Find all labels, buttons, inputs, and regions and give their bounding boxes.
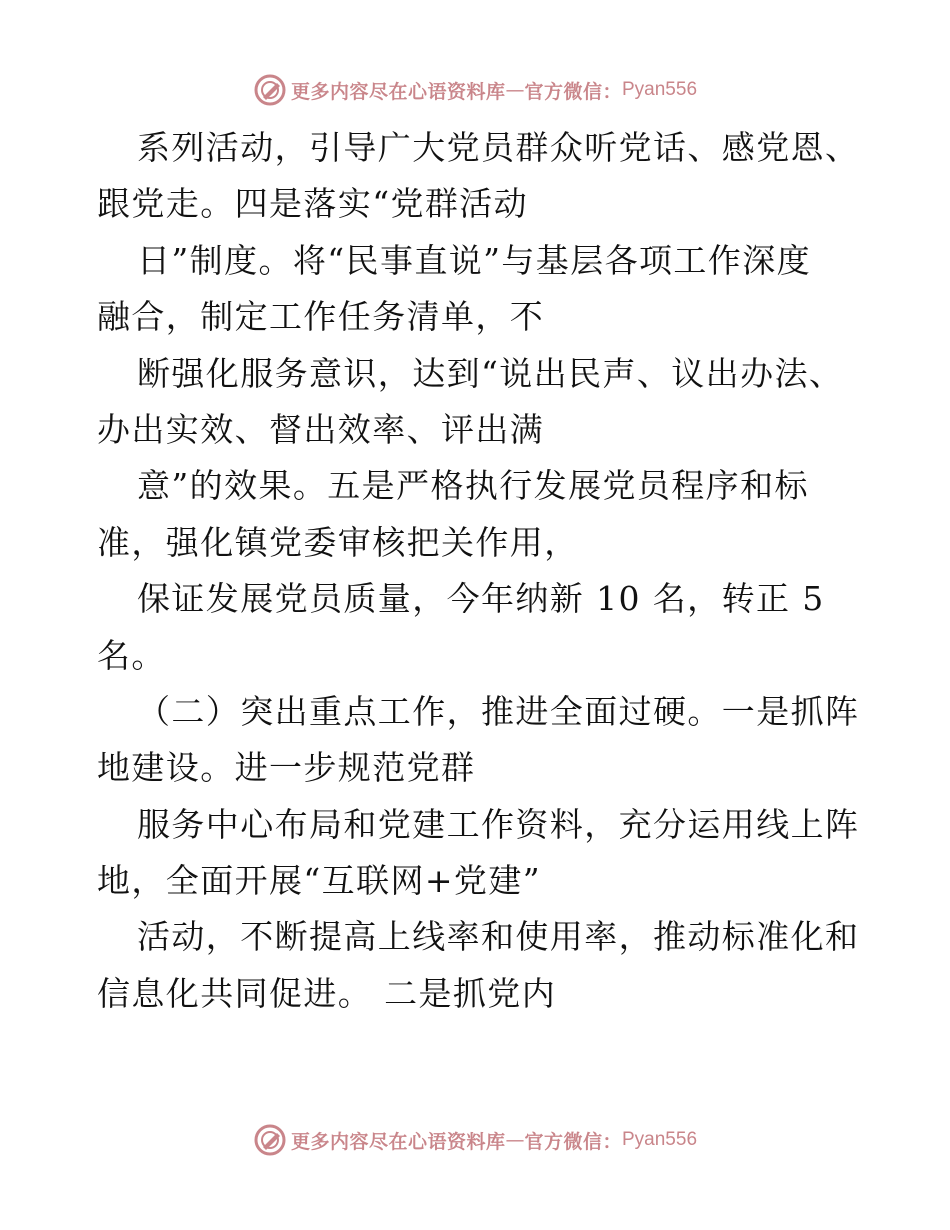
text-line-5: 断强化服务意识，达到“说出民声、议出办法、: [137, 353, 844, 393]
watermark-separator: —: [505, 79, 525, 101]
text-line-13: 服务中心布局和党建工作资料，充分运用线上阵: [137, 804, 860, 844]
text-line-11: （二）突出重点工作，推进全面过硬。一是抓阵: [137, 691, 860, 731]
text-line-10: 名。: [97, 635, 166, 675]
text-line-2: 跟党走。四是落实“党群活动: [97, 184, 529, 224]
watermark-id: Pyan556: [622, 79, 698, 100]
watermark-id: Pyan556: [622, 1129, 698, 1150]
text-line-3: 日”制度。将“民事直说”与基层各项工作深度: [137, 240, 812, 280]
logo-icon: [253, 73, 287, 107]
watermark-text: 更多内容尽在心语资料库: [290, 80, 506, 103]
text-line-7: 意”的效果。五是严格执行发展党员程序和标: [137, 466, 809, 506]
watermark-contact: 官方微信：: [524, 1130, 622, 1153]
text-line-14: 地，全面开展“互联网+党建”: [97, 861, 541, 901]
document-body: [97, 124, 860, 1026]
text-line-16: 信息化共同促进。 二是抓党内: [97, 973, 557, 1013]
text-line-4: 融合，制定工作任务清单，不: [97, 297, 545, 337]
footer-watermark: [0, 1120, 950, 1160]
header-watermark: [0, 70, 950, 110]
watermark-contact: 官方微信：: [524, 80, 622, 103]
text-line-1: 系列活动，引导广大党员群众听党话、感党恩、: [137, 128, 860, 167]
logo-icon: [253, 1123, 287, 1157]
text-line-8: 准，强化镇党委审核把关作用，: [97, 522, 579, 562]
text-line-12: 地建设。进一步规范党群: [97, 748, 476, 788]
watermark-text: 更多内容尽在心语资料库: [290, 1130, 506, 1153]
watermark-separator: —: [505, 1129, 525, 1151]
text-line-15: 活动，不断提高上线率和使用率，推动标准化和: [137, 917, 860, 957]
text-line-6: 办出实效、督出效率、评出满: [97, 409, 545, 449]
text-line-9: 保证发展党员质量，今年纳新 10 名，转正 5: [137, 579, 825, 619]
